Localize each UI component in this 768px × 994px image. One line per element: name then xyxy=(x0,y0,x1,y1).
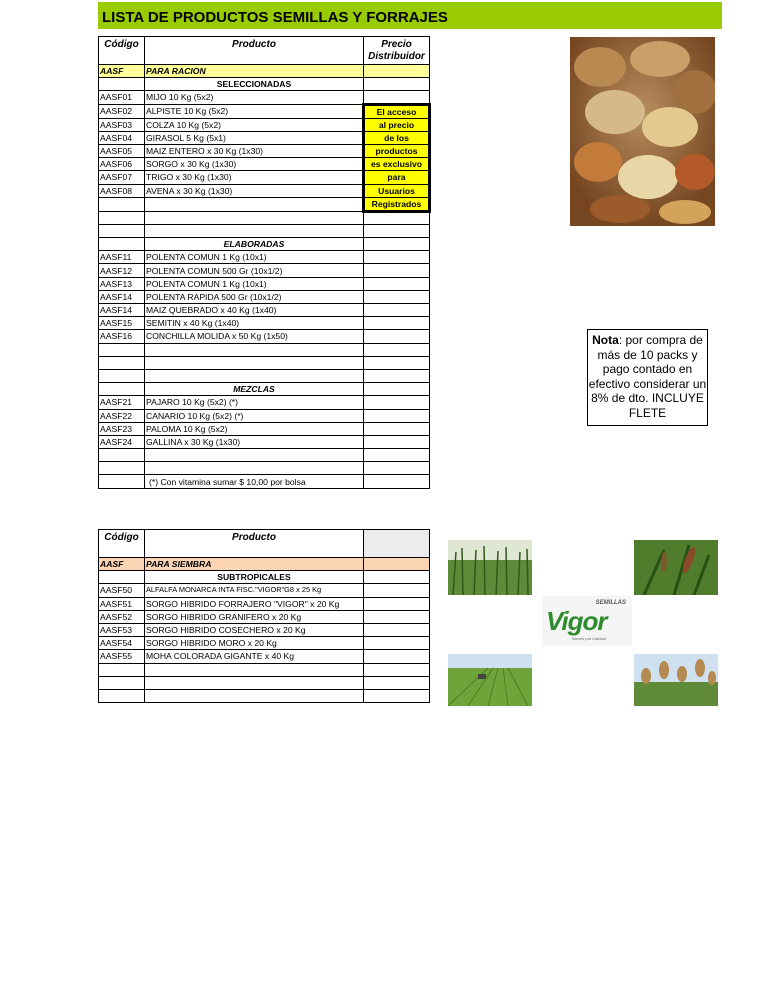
empty-cell xyxy=(364,676,430,689)
section-row xyxy=(99,238,430,251)
empty-cell xyxy=(99,676,145,689)
empty-row xyxy=(99,343,430,356)
empty-cell xyxy=(99,343,145,356)
row-product: SEMITIN x 40 Kg (1x40) xyxy=(145,317,364,330)
footnote-row xyxy=(99,475,430,488)
empty-cell xyxy=(145,356,364,369)
row-code: AASF50 xyxy=(99,584,145,597)
table-row xyxy=(99,290,430,303)
empty-cell xyxy=(99,663,145,676)
row-code: AASF03 xyxy=(99,118,145,131)
empty-cell xyxy=(145,211,364,224)
registered-notice-line: Registrados xyxy=(364,197,430,211)
empty-cell xyxy=(364,383,430,396)
row-code: AASF14 xyxy=(99,304,145,317)
table-row xyxy=(99,623,430,636)
table-row xyxy=(99,422,430,435)
empty-cell xyxy=(145,663,364,676)
table-row xyxy=(99,597,430,610)
empty-cell xyxy=(145,689,364,702)
empty-cell xyxy=(364,369,430,382)
row-product: TRIGO x 30 Kg (1x30) xyxy=(145,171,364,184)
sorghum-field-photo xyxy=(448,540,532,595)
empty-cell xyxy=(99,356,145,369)
table-row xyxy=(99,171,430,184)
empty-cell xyxy=(145,449,364,462)
table-header-row xyxy=(99,37,430,65)
header-price-line2: Distribuidor xyxy=(368,51,425,62)
empty-cell xyxy=(145,462,364,475)
row-code: AASF55 xyxy=(99,650,145,663)
products-table-siembra xyxy=(98,529,430,703)
price-cell xyxy=(364,317,430,330)
empty-cell xyxy=(364,211,430,224)
empty-row xyxy=(99,224,430,237)
registered-notice-line: productos xyxy=(364,144,430,157)
empty-row xyxy=(99,356,430,369)
empty-cell xyxy=(364,449,430,462)
row-product: GALLINA x 30 Kg (1x30) xyxy=(145,435,364,448)
row-code: AASF21 xyxy=(99,396,145,409)
empty-cell xyxy=(99,689,145,702)
row-product: SORGO HIBRIDO GRANIFERO x 20 Kg xyxy=(145,610,364,623)
table-row xyxy=(99,184,430,197)
price-cell xyxy=(364,422,430,435)
table-row xyxy=(99,144,430,157)
row-code: AASF22 xyxy=(99,409,145,422)
header-price xyxy=(364,37,430,65)
empty-cell xyxy=(145,224,364,237)
price-cell xyxy=(364,584,430,597)
empty-cell xyxy=(364,343,430,356)
row-code: AASF12 xyxy=(99,264,145,277)
table-header-row xyxy=(99,530,430,558)
empty-cell xyxy=(364,689,430,702)
table-row xyxy=(99,409,430,422)
table-row xyxy=(99,277,430,290)
category-code: AASF xyxy=(99,558,145,571)
row-code: AASF01 xyxy=(99,91,145,104)
price-cell xyxy=(364,304,430,317)
harvest-field-photo xyxy=(448,654,532,706)
row-code: AASF08 xyxy=(99,184,145,197)
section-title: MEZCLAS xyxy=(145,383,364,396)
note-text: : por compra de más de 10 packs y pago contado en efectivo considerar un 8% de dto. INCLUYE FLETE xyxy=(588,333,707,420)
table-row xyxy=(99,104,430,118)
row-code: AASF54 xyxy=(99,637,145,650)
price-cell xyxy=(364,623,430,636)
empty-row xyxy=(99,689,430,702)
empty-row xyxy=(99,211,430,224)
row-code: AASF51 xyxy=(99,597,145,610)
row-product: MAIZ ENTERO x 30 Kg (1x30) xyxy=(145,144,364,157)
logo-top-text: SEMILLAS xyxy=(595,600,626,606)
row-product: POLENTA RAPIDA 500 Gr (10x1/2) xyxy=(145,290,364,303)
header-product: Producto xyxy=(145,37,364,65)
empty-cell xyxy=(99,475,145,488)
header-code: Código xyxy=(99,530,145,558)
row-code: AASF53 xyxy=(99,623,145,636)
sorghum-heads-photo xyxy=(634,654,718,706)
row-product: PALOMA 10 Kg (5x2) xyxy=(145,422,364,435)
row-product: SORGO HIBRIDO FORRAJERO "VIGOR" x 20 Kg xyxy=(145,597,364,610)
registered-notice-line: de los xyxy=(364,131,430,144)
table-row xyxy=(99,118,430,131)
empty-cell xyxy=(364,475,430,488)
empty-cell xyxy=(364,663,430,676)
price-cell xyxy=(364,290,430,303)
category-name: PARA SIEMBRA xyxy=(145,558,364,571)
category-row xyxy=(99,558,430,571)
empty-cell xyxy=(99,211,145,224)
row-code: AASF02 xyxy=(99,104,145,118)
price-cell xyxy=(364,409,430,422)
row-code: AASF11 xyxy=(99,251,145,264)
empty-row xyxy=(99,663,430,676)
empty-row xyxy=(99,462,430,475)
price-cell xyxy=(364,264,430,277)
empty-row xyxy=(99,449,430,462)
price-cell xyxy=(364,91,430,104)
price-cell xyxy=(364,251,430,264)
header-code: Código xyxy=(99,37,145,65)
row-code: AASF52 xyxy=(99,610,145,623)
empty-cell xyxy=(99,238,145,251)
table-row xyxy=(99,650,430,663)
row-code: AASF15 xyxy=(99,317,145,330)
logo-brand: Vigor xyxy=(546,606,607,636)
row-product: SORGO x 30 Kg (1x30) xyxy=(145,158,364,171)
table-row xyxy=(99,91,430,104)
section-row xyxy=(99,383,430,396)
empty-cell xyxy=(364,224,430,237)
registered-notice-line: es exclusivo xyxy=(364,158,430,171)
table-row xyxy=(99,131,430,144)
table-row xyxy=(99,158,430,171)
note-label: Nota xyxy=(592,333,619,347)
table-row xyxy=(99,637,430,650)
empty-row xyxy=(99,676,430,689)
row-product: CONCHILLA MOLIDA x 50 Kg (1x50) xyxy=(145,330,364,343)
empty-cell xyxy=(145,676,364,689)
row-code: AASF05 xyxy=(99,144,145,157)
moha-plant-photo xyxy=(634,540,718,595)
row-product: GIRASOL 5 Kg (5x1) xyxy=(145,131,364,144)
table-row xyxy=(99,435,430,448)
empty-cell xyxy=(99,462,145,475)
row-code: AASF13 xyxy=(99,277,145,290)
row-product: ALFALFA MONARCA INTA FISC."VIGOR"G8 x 25 Kg xyxy=(145,584,364,597)
logo-tagline: Interés por Calidad xyxy=(572,636,606,641)
table-row xyxy=(99,317,430,330)
empty-row xyxy=(99,369,430,382)
price-cell xyxy=(364,435,430,448)
header-price-line1: Precio xyxy=(381,39,412,50)
row-product: CANARIO 10 Kg (5x2) (*) xyxy=(145,409,364,422)
empty-cell xyxy=(364,238,430,251)
section-title: ELABORADAS xyxy=(145,238,364,251)
table-row xyxy=(99,330,430,343)
price-cell xyxy=(364,610,430,623)
row-product: MAIZ QUEBRADO x 40 Kg (1x40) xyxy=(145,304,364,317)
price-cell xyxy=(364,597,430,610)
table-row xyxy=(99,304,430,317)
row-code: AASF16 xyxy=(99,330,145,343)
row-product: MOHA COLORADA GIGANTE x 40 Kg xyxy=(145,650,364,663)
row-code: AASF24 xyxy=(99,435,145,448)
price-cell xyxy=(364,277,430,290)
header-price xyxy=(364,530,430,558)
row-product: SORGO HIBRIDO MORO x 20 Kg xyxy=(145,637,364,650)
empty-cell xyxy=(99,449,145,462)
section-title: SELECCIONADAS xyxy=(145,78,364,91)
empty-row xyxy=(99,197,430,211)
empty-cell xyxy=(145,369,364,382)
row-product: COLZA 10 Kg (5x2) xyxy=(145,118,364,131)
empty-cell xyxy=(145,343,364,356)
price-cell xyxy=(364,650,430,663)
empty-cell xyxy=(99,369,145,382)
row-product: SORGO HIBRIDO COSECHERO x 20 Kg xyxy=(145,623,364,636)
registered-notice-line: al precio xyxy=(364,118,430,131)
section-row xyxy=(99,78,430,91)
discount-note xyxy=(587,329,708,426)
table-row xyxy=(99,584,430,597)
category-name: PARA RACION xyxy=(145,65,364,78)
table-row xyxy=(99,396,430,409)
header-product: Producto xyxy=(145,530,364,558)
page-title: LISTA DE PRODUCTOS SEMILLAS Y FORRAJES xyxy=(98,2,722,29)
section-title: SUBTROPICALES xyxy=(145,571,364,584)
footnote: (*) Con vitamina sumar $ 10,00 por bolsa xyxy=(145,475,364,488)
row-code: AASF14 xyxy=(99,290,145,303)
seeds-photo xyxy=(570,37,715,226)
price-cell xyxy=(364,330,430,343)
empty-cell xyxy=(364,65,430,78)
empty-cell xyxy=(364,78,430,91)
vigor-logo xyxy=(542,596,632,646)
row-product: PAJARO 10 Kg (5x2) (*) xyxy=(145,396,364,409)
row-product: AVENA x 30 Kg (1x30) xyxy=(145,184,364,197)
empty-cell xyxy=(145,197,364,211)
table-row xyxy=(99,251,430,264)
price-cell xyxy=(364,396,430,409)
empty-cell xyxy=(364,462,430,475)
empty-cell xyxy=(99,78,145,91)
table-row xyxy=(99,610,430,623)
registered-notice-line: Usuarios xyxy=(364,184,430,197)
row-product: ALPISTE 10 Kg (5x2) xyxy=(145,104,364,118)
row-product: POLENTA COMUN 1 Kg (10x1) xyxy=(145,277,364,290)
empty-cell xyxy=(364,356,430,369)
row-product: POLENTA COMUN 500 Gr (10x1/2) xyxy=(145,264,364,277)
registered-notice-line: para xyxy=(364,171,430,184)
row-code: AASF23 xyxy=(99,422,145,435)
empty-cell xyxy=(364,558,430,571)
row-product: MIJO 10 Kg (5x2) xyxy=(145,91,364,104)
row-code: AASF07 xyxy=(99,171,145,184)
row-code: AASF06 xyxy=(99,158,145,171)
category-code: AASF xyxy=(99,65,145,78)
category-row xyxy=(99,65,430,78)
empty-cell xyxy=(99,197,145,211)
products-table-racion xyxy=(98,36,431,489)
empty-cell xyxy=(99,383,145,396)
registered-notice-line: El acceso xyxy=(364,104,430,118)
empty-cell xyxy=(364,571,430,584)
row-code: AASF04 xyxy=(99,131,145,144)
section-row xyxy=(99,571,430,584)
empty-cell xyxy=(99,224,145,237)
empty-cell xyxy=(99,571,145,584)
table-row xyxy=(99,264,430,277)
price-cell xyxy=(364,637,430,650)
row-product: POLENTA COMUN 1 Kg (10x1) xyxy=(145,251,364,264)
